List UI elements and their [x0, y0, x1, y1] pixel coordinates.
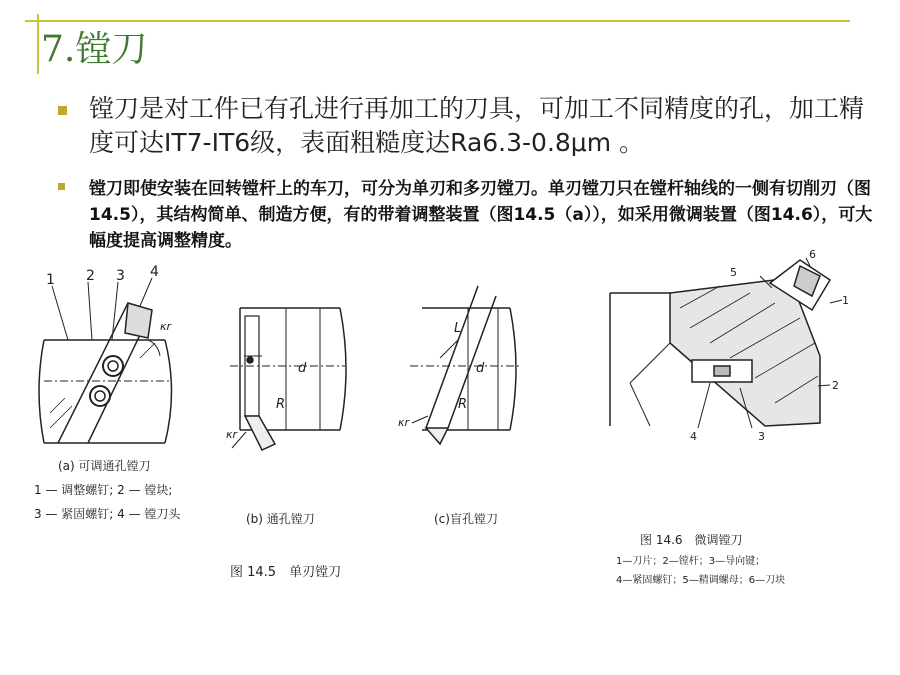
fig-a-legend-line2: 3 — 紧固螺钉; 4 — 镗刀头: [34, 507, 181, 521]
fig-a-kappa-label: κr: [160, 320, 172, 333]
figure-a-drawing: [39, 278, 172, 443]
fig-14-6-part-1: 1: [842, 294, 849, 307]
fig-a-legend-line1: 1 — 调整螺钉; 2 — 镗块;: [34, 483, 173, 497]
fig-14-6-part-5: 5: [730, 266, 737, 279]
fig-14-6-legend-line1: 1—刀片；2—镗杆；3—导向键；: [616, 556, 766, 567]
figure-14-6-drawing: [610, 258, 842, 428]
fig-a-caption: (a) 可调通孔镗刀: [58, 459, 151, 473]
fig-c-caption: (c)盲孔镗刀: [434, 512, 498, 526]
fig-b-caption: (b) 通孔镗刀: [246, 512, 315, 526]
fig-14-5-caption: 图 14.5 单刃镗刀: [230, 565, 342, 580]
fig-a-part-4: 4: [150, 264, 159, 280]
fig-14-6-part-3: 3: [758, 430, 765, 443]
fig-c-label-L: L: [454, 321, 462, 336]
bullet-marker: [58, 183, 65, 190]
fig-b-label-R: R: [276, 397, 286, 412]
fig-14-6-part-2: 2: [832, 379, 839, 392]
fig-b-label-d: d: [298, 361, 307, 376]
bullet-marker: [58, 106, 67, 115]
figure-c-drawing: [410, 286, 520, 444]
slide-title: 7.镗刀: [41, 29, 148, 70]
bullet-text-1: 镗刀是对工件已有孔进行再加工的刀具，可加工不同精度的孔，加工精度可达IT7-IT6级，表面粗糙度达Ra6.3-0.8μm 。: [89, 94, 865, 157]
accent-vertical-line: [37, 14, 39, 74]
fig-b-kappa-label: κr: [226, 428, 238, 441]
figure-b-drawing: [230, 308, 346, 450]
fig-14-6-caption: 图 14.6 微调镗刀: [640, 533, 743, 547]
boring-tool-figures: [30, 248, 860, 603]
fig-c-label-d: d: [476, 361, 485, 376]
bullet-text-2: 镗刀即使安装在回转镗杆上的车刀，可分为单刃和多刃镗刀。单刃镗刀只在镗杆轴线的一侧有切削刃（图14.5），其结构简单、制造方便，有的带着调整装置（图14.5（a）），如采用微调装置（图14.6），可大幅度提高调整精度。: [89, 179, 873, 251]
fig-14-6-legend-line2: 4—紧固螺钉；5—精调螺母；6—刀块: [616, 575, 786, 586]
fig-a-part-2: 2: [86, 268, 95, 284]
fig-14-6-part-6: 6: [809, 248, 816, 261]
fig-14-6-part-4: 4: [690, 430, 697, 443]
fig-a-part-3: 3: [116, 268, 125, 284]
fig-a-part-1: 1: [46, 272, 55, 288]
fig-c-kappa-label: κr: [398, 416, 410, 429]
fig-c-label-R: R: [458, 397, 468, 412]
accent-horizontal-line: [25, 20, 850, 22]
